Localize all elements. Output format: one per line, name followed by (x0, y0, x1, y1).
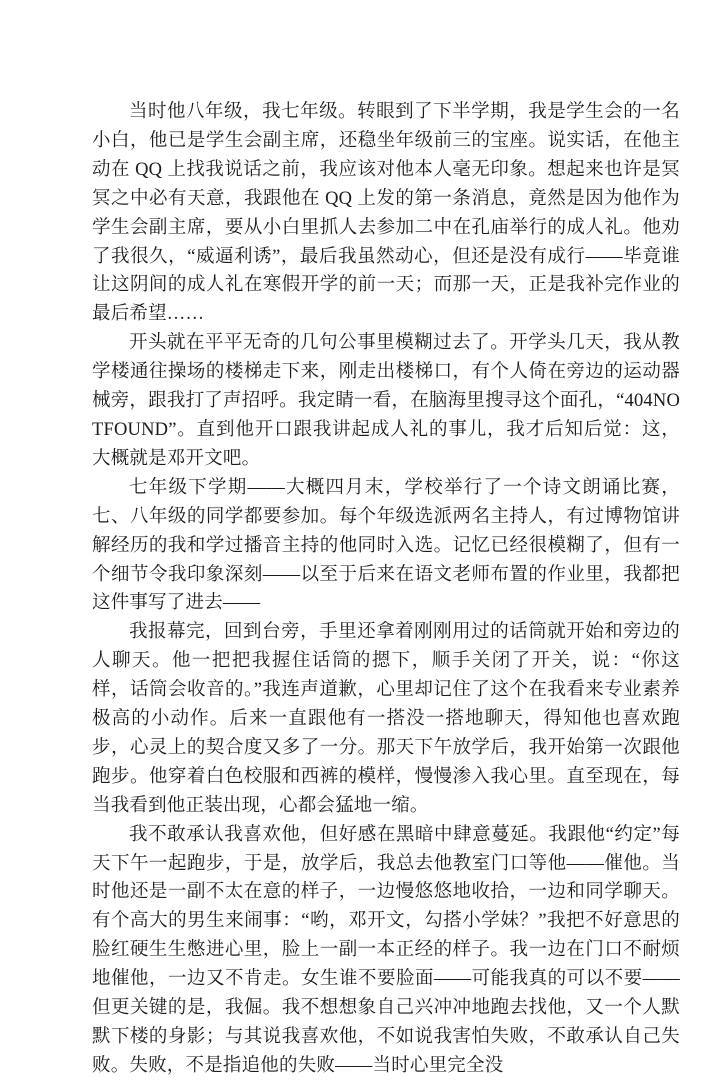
paragraph: 当时他八年级，我七年级。转眼到了下半学期，我是学生会的一名小白，他已是学生会副主席，还稳坐年级前三的宝座。说实话，在他主动在 QQ 上找我说话之前，我应该对他本人毫无印象。想起来也许是冥冥之中必有天意，我跟他在 QQ 上发的第一条消息，竟然是因为他作为学生会副主席，要从小白里抓人去参加二中在孔庙举行的成人礼。他劝了我很久，“威逼利诱”，最后我虽然动心，但还是没有成行——毕竟谁让这阴间的成人礼在寒假开学的前一天；而那一天，正是我补完作业的最后希望…… (92, 102, 680, 325)
paragraph: 开头就在平平无奇的几句公事里模糊过去了。开学头几天，我从教学楼通往操场的楼梯走下来，刚走出楼梯口，有个人倚在旁边的运动器械旁，跟我打了声招呼。我定睛一看，在脑海里搜寻这个面孔，“404NOTFOUND”。直到他开口跟我讲起成人礼的事儿，我才后知后觉：这，大概就是邓开文吧。 (92, 333, 680, 469)
paragraph: 七年级下学期——大概四月末，学校举行了一个诗文朗诵比赛，七、八年级的同学都要参加。每个年级选派两名主持人，有过博物馆讲解经历的我和学过播音主持的他同时入选。记忆已经很模糊了，但有一个细节令我印象深刻——以至于后来在语文老师布置的作业里，我都把这件事写了进去—— (92, 477, 680, 614)
paragraph: 我报幕完，回到台旁，手里还拿着刚刚用过的话筒就开始和旁边的人聊天。他一把把我握住话筒的摁下，顺手关闭了开关，说：“你这样，话筒会收音的。”我连声道歉，心里却记住了这个在我看来专业素养极高的小动作。后来一直跟他有一搭没一搭地聊天，得知他也喜欢跑步，心灵上的契合度又多了一分。那天下午放学后，我开始第一次跟他跑步。他穿着白色校服和西裤的模样，慢慢渗入我心里。直至现在，每当我看到他正装出现，心都会猛地一缩。 (92, 622, 680, 816)
paragraph: 我不敢承认我喜欢他，但好感在黑暗中肆意蔓延。我跟他“约定”每天下午一起跑步，于是，放学后，我总去他教室门口等他——催他。当时他还是一副不太在意的样子，一边慢悠悠地收拾，一边和同学聊天。有个高大的男生来闹事：“哟，邓开文，勾搭小学妹？”我把不好意思的脸红硬生生憋进心里，脸上一副一本正经的样子。我一边在门口不耐烦地催他，一边又不肯走。女生谁不要脸面——可能我真的可以不要——但更关键的是，我倔。我不想想象自己兴冲冲地跑去找他，又一个人默默下楼的身影；与其说我喜欢他，不如说我害怕失败，不敢承认自己失败。失败，不是指追他的失败——当时心里完全没 (92, 824, 680, 1076)
text-body (92, 98, 680, 1081)
